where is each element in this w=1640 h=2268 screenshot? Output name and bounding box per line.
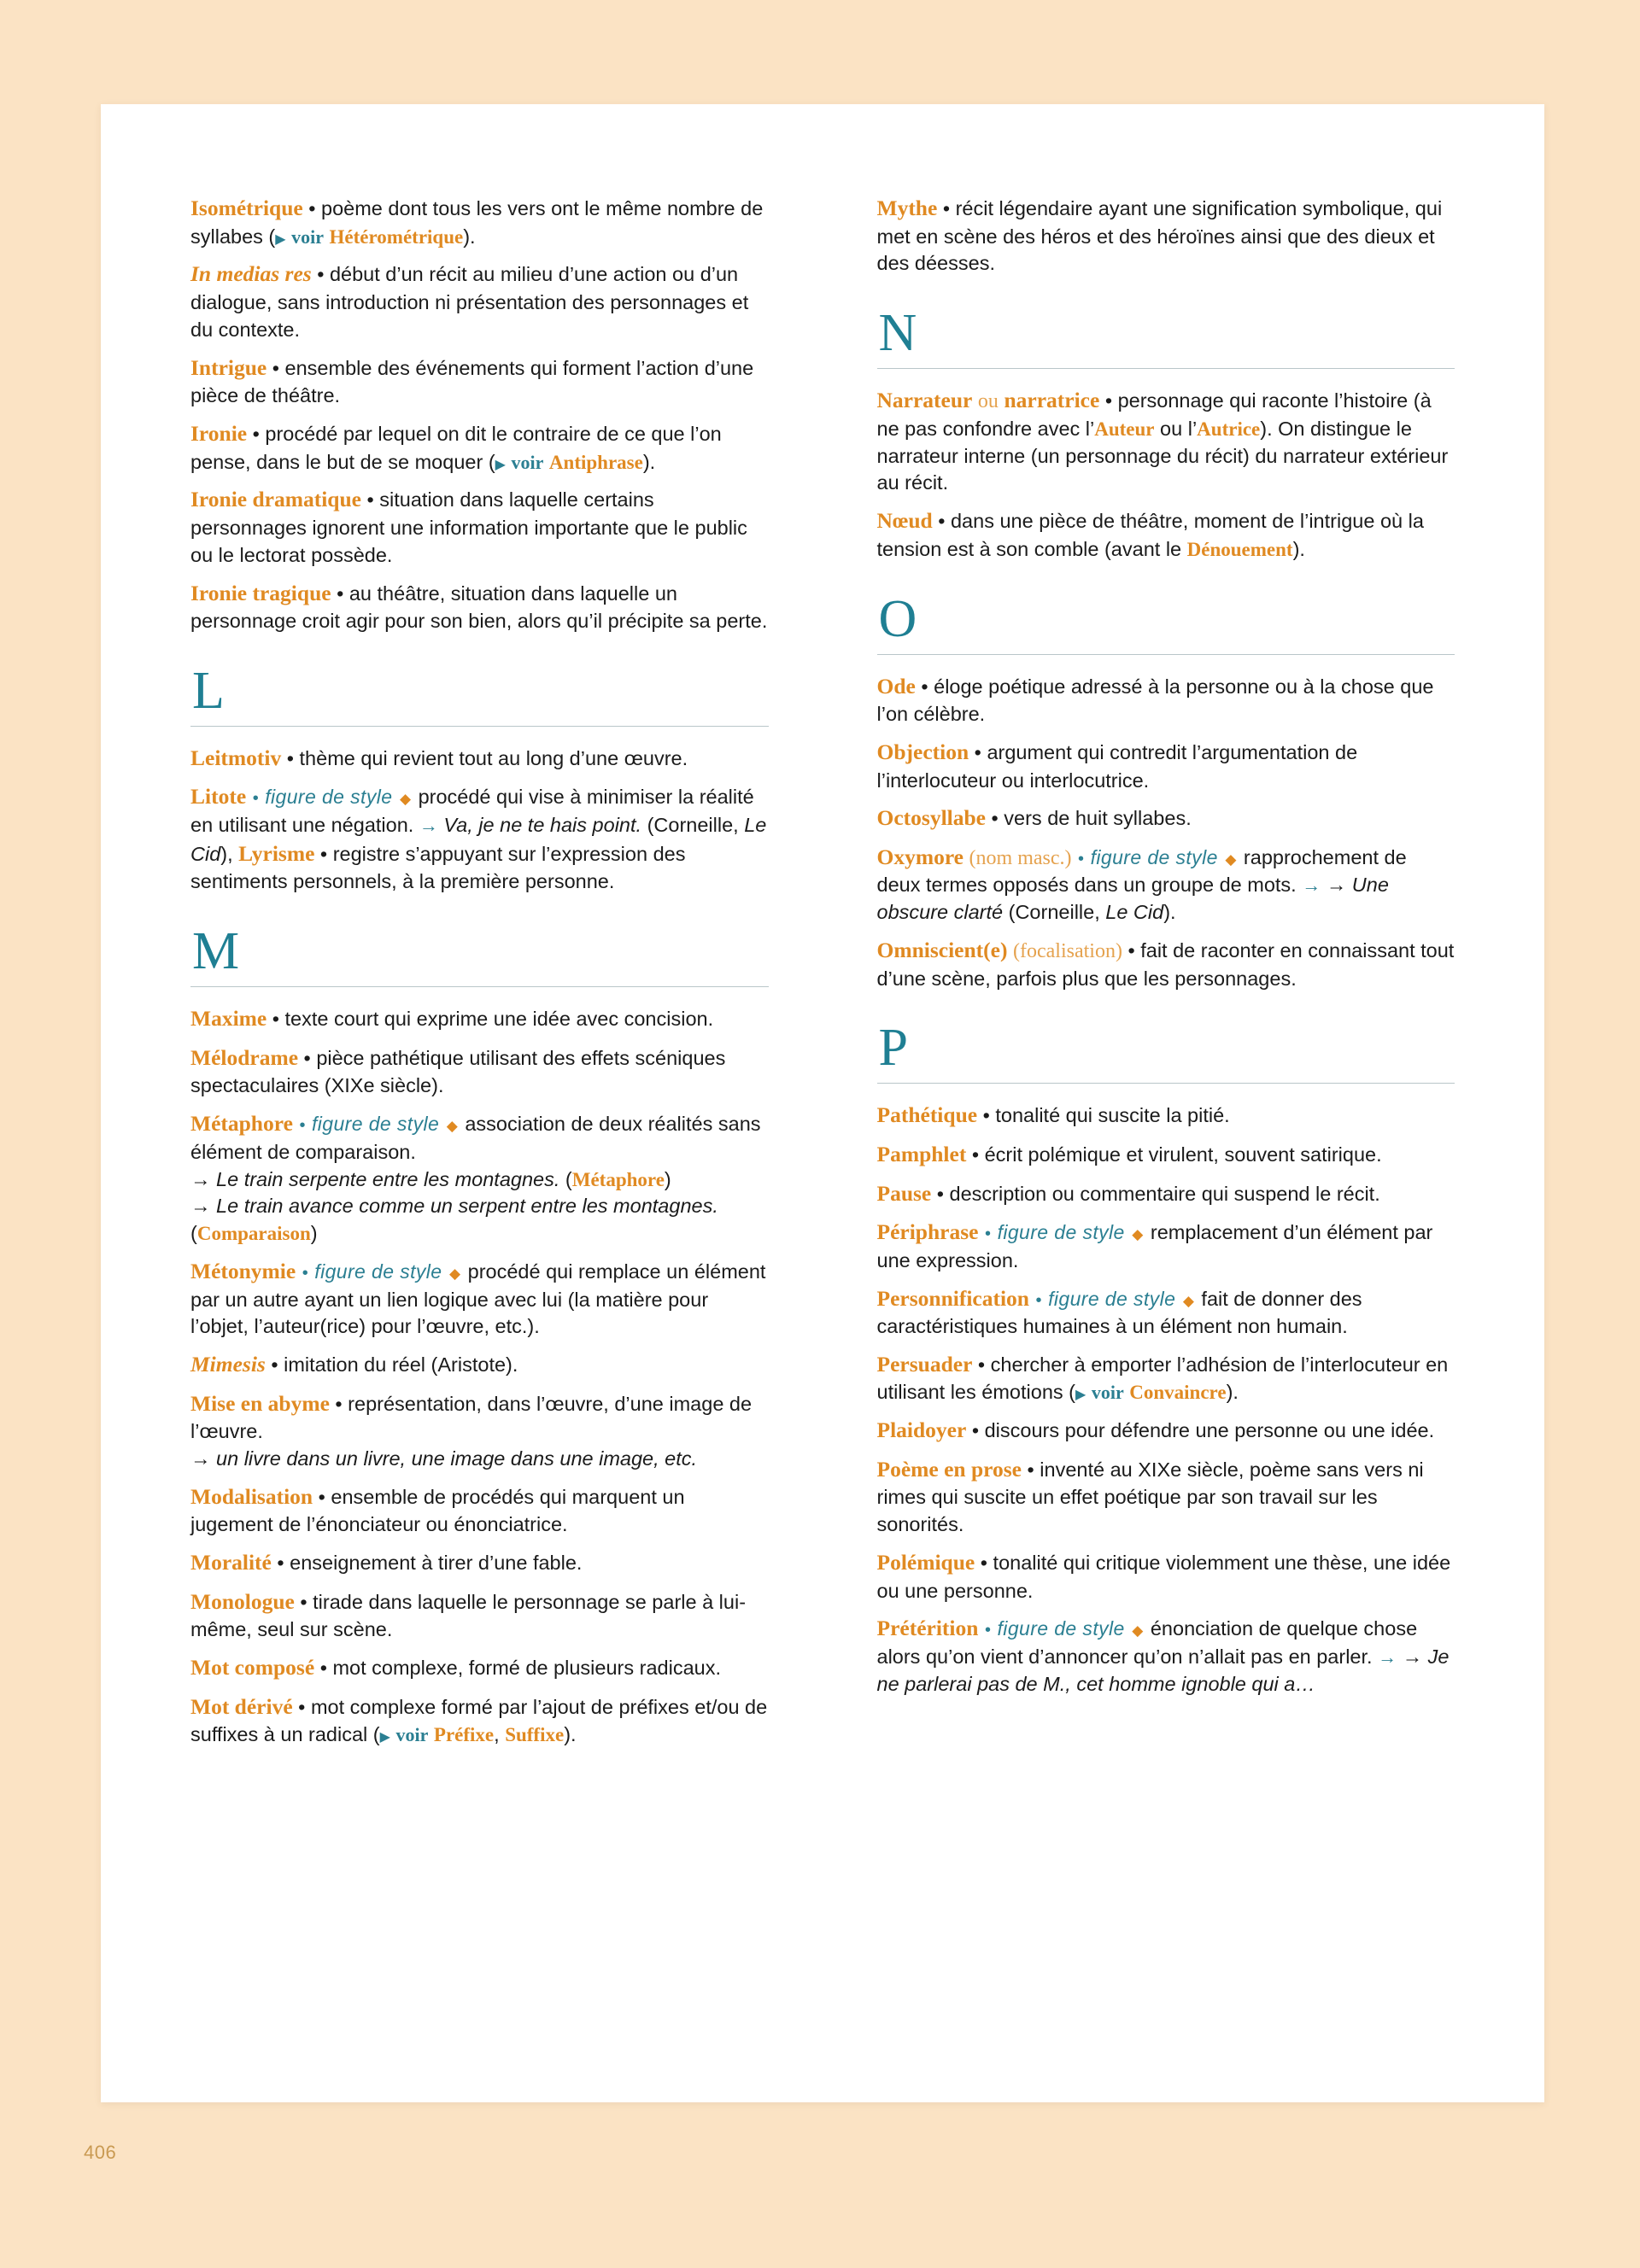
diamond-icon: ◆ — [1225, 850, 1237, 868]
section-divider — [877, 368, 1456, 369]
glossary-entry-mise-en-abyme — [190, 1389, 769, 1473]
figure-de-style-tag: figure de style — [1090, 845, 1218, 868]
bullet-icon: • — [984, 1621, 991, 1640]
section-divider — [877, 1083, 1456, 1084]
cross-reference[interactable]: Comparaison — [196, 1223, 311, 1245]
entry-example: Va, je ne te hais point. — [443, 814, 642, 836]
glossary-entry-pamphlet — [877, 1140, 1456, 1170]
entry-definition-end: ). On distingue le narrateur interne (un personnage du récit) du narrateur extérieur au récit. — [876, 417, 1449, 494]
entry-term: Omniscient(e) — [876, 938, 1008, 963]
entry-term: Pamphlet — [876, 1142, 967, 1167]
glossary-entry-pathetique — [877, 1101, 1456, 1131]
entry-term: Plaidoyer — [876, 1418, 967, 1443]
cross-reference-suffixe[interactable]: Suffixe — [505, 1724, 565, 1746]
entry-term: Poème en prose — [876, 1456, 1022, 1482]
entry-definition: • situation dans laquelle certains personnages ignorent une information importante que le public ou le lectorat possède. — [190, 488, 747, 566]
section-divider — [877, 654, 1456, 655]
voir-label: voir — [1091, 1382, 1124, 1404]
glossary-entry-monologue — [190, 1587, 769, 1644]
right-column — [877, 194, 1456, 1749]
entry-tail: ). — [564, 1723, 577, 1746]
entry-term: Mélodrame — [190, 1044, 299, 1070]
entry-definition: • vers de huit syllabes. — [986, 807, 1192, 830]
diamond-icon: ◆ — [1182, 1292, 1194, 1309]
figure-de-style-tag: figure de style — [1048, 1287, 1176, 1310]
diamond-icon: ◆ — [1132, 1226, 1144, 1243]
figure-de-style-tag: figure de style — [265, 786, 393, 809]
bullet-icon: • — [1078, 849, 1085, 868]
entry-term: Isométrique — [190, 196, 303, 220]
entry-term: Objection — [876, 739, 969, 764]
glossary-entry-objection — [877, 738, 1456, 794]
glossary-entry-preterition — [877, 1614, 1456, 1698]
entry-example-source: (Corneille, — [641, 814, 745, 836]
glossary-entry-pause — [877, 1179, 1456, 1209]
entry-tail: ). — [642, 450, 656, 473]
voir-label: voir — [511, 451, 544, 473]
entry-term-qualifier: (focalisation) — [1013, 940, 1122, 963]
entry-definition-end: ). — [1292, 537, 1305, 560]
entry-example-work: Le Cid — [1105, 901, 1164, 924]
glossary-entry-personnification — [877, 1284, 1456, 1341]
bullet-icon: • — [1035, 1290, 1042, 1310]
glossary-entry-moralite — [190, 1548, 769, 1578]
cross-reference-denouement[interactable]: Dénouement — [1186, 538, 1293, 560]
glossary-entry-intrigue — [190, 354, 769, 410]
glossary-entry-mythe — [877, 194, 1456, 278]
glossary-entry-ironie-tragique — [190, 579, 769, 635]
glossary-entry-persuader — [877, 1350, 1456, 1406]
entry-definition: remplacement d’un élément par une expression. — [876, 1221, 1433, 1271]
entry-definition: • écrit polémique et virulent, souvent satirique. — [966, 1143, 1382, 1166]
cross-reference-autrice[interactable]: Autrice — [1197, 418, 1261, 440]
entry-term: Ironie dramatique — [190, 487, 361, 512]
letter-section-o — [877, 589, 1456, 655]
entry-term: Persuader — [876, 1351, 973, 1377]
cross-reference[interactable]: Hétérométrique — [329, 225, 464, 248]
voir-label: voir — [291, 225, 324, 248]
entry-term-secondary: Lyrisme — [238, 840, 315, 866]
entry-definition: • description ou commentaire qui suspend le récit. — [931, 1182, 1380, 1205]
triangle-icon: ▶ — [495, 457, 506, 472]
entry-definition: • personnage qui raconte l’histoire (à ne pas confondre avec l’ — [876, 389, 1432, 440]
cross-reference-auteur[interactable]: Auteur — [1094, 418, 1155, 440]
page-sheet — [101, 104, 1544, 2102]
entry-definition: • récit légendaire ayant une signification symbolique, qui met en scène des héros et des héroïnes ainsi que des dieux et des déesses. — [876, 197, 1443, 275]
glossary-entry-octosyllabe — [877, 804, 1456, 833]
entry-definition: • ensemble de procédés qui marquent un jugement de l’énonciateur ou énonciatrice. — [190, 1485, 685, 1536]
glossary-entry-leitmotiv — [190, 744, 769, 774]
entry-term: Maxime — [190, 1006, 267, 1032]
entry-term: Litote — [190, 784, 247, 810]
entry-term: Modalisation — [190, 1483, 313, 1509]
entry-term: Mot dérivé — [190, 1693, 293, 1719]
glossary-entry-polemique — [877, 1548, 1456, 1605]
entry-definition: • pièce pathétique utilisant des effets scéniques spectaculaires (XIXe siècle). — [190, 1046, 726, 1097]
entry-example-1: → Le train serpente entre les montagnes. — [190, 1167, 560, 1190]
entry-definition: association de deux réalités sans élément de comparaison. — [190, 1113, 761, 1163]
glossary-entry-ironie-dramatique — [190, 485, 769, 569]
page-number: 406 — [84, 2142, 117, 2163]
entry-term-alt: narratrice — [1004, 388, 1100, 413]
glossary-entry-in-medias-res — [190, 260, 769, 343]
entry-term-connector: ou — [977, 390, 999, 413]
entry-term: Métaphore — [190, 1111, 293, 1137]
entry-definition: • argument qui contredit l’argumentation de l’interlocuteur ou interlocutrice. — [876, 740, 1358, 792]
diamond-icon: ◆ — [1132, 1622, 1144, 1640]
arrow-icon: → — [419, 815, 438, 836]
entry-definition: • mot complexe, formé de plusieurs radicaux. — [314, 1657, 721, 1680]
entry-term: Intrigue — [190, 354, 267, 380]
entry-definition: • discours pour défendre une personne ou une idée. — [966, 1419, 1435, 1442]
diamond-icon: ◆ — [446, 1118, 458, 1135]
cross-reference[interactable]: Métaphore — [571, 1168, 665, 1190]
letter-section-l — [190, 661, 769, 727]
entry-example-tail: ), — [220, 842, 239, 865]
entry-term: Narrateur — [876, 388, 973, 413]
diamond-icon: ◆ — [449, 1265, 461, 1282]
entry-definition: • inventé au XIXe siècle, poème sans vers ni rimes qui suscite un effet poétique par son travail sur les sonorités. — [876, 1458, 1424, 1536]
entry-definition: • tonalité qui critique violemment une thèse, une idée ou une personne. — [876, 1552, 1451, 1602]
entry-definition-secondary: • registre s’appuyant sur l’expression des sentiments personnels, à la première personne. — [190, 842, 686, 893]
left-column — [190, 194, 769, 1749]
triangle-icon: ▶ — [1075, 1388, 1086, 1403]
entry-definition: • représentation, dans l’œuvre, d’une image de l’œuvre. — [190, 1392, 753, 1443]
glossary-entry-modalisation — [190, 1482, 769, 1539]
section-letter: P — [878, 1019, 908, 1078]
entry-definition: • éloge poétique adressé à la personne ou à la chose que l’on célèbre. — [876, 675, 1434, 726]
diamond-icon: ◆ — [399, 791, 412, 808]
entry-term-qualifier: (nom masc.) — [969, 846, 1072, 869]
bullet-icon: • — [985, 1225, 992, 1244]
entry-example: → un livre dans un livre, une image dans une image, etc. — [190, 1447, 698, 1470]
entry-example: → Une obscure clarté — [876, 874, 1389, 924]
glossary-entry-melodrame — [190, 1043, 769, 1100]
triangle-icon: ▶ — [379, 1730, 390, 1745]
cross-reference[interactable]: Antiphrase — [548, 451, 643, 473]
arrow-icon: → — [1302, 874, 1321, 897]
bullet-icon: • — [302, 1263, 308, 1283]
glossary-entry-narrateur — [877, 386, 1456, 497]
glossary-entry-noeud — [877, 506, 1456, 563]
entry-term: Mot composé — [190, 1655, 315, 1681]
glossary-entry-oxymore — [877, 843, 1456, 926]
entry-definition: • mot complexe formé par l’ajout de préfixes et/ou de suffixes à un radical ( — [190, 1695, 768, 1746]
entry-term: Monologue — [190, 1588, 295, 1614]
glossary-entry-ironie — [190, 419, 769, 476]
entry-definition: • enseignement à tirer d’une fable. — [271, 1552, 583, 1575]
figure-de-style-tag: figure de style — [997, 1221, 1125, 1244]
entry-example-tail: ). — [1163, 901, 1176, 924]
cross-reference-prefixe[interactable]: Préfixe — [433, 1724, 495, 1746]
entry-definition: • texte court qui exprime une idée avec concision. — [266, 1008, 714, 1031]
entry-definition: • début d’un récit au milieu d’une action ou d’un dialogue, sans introduction ni présentation des personnages et du contexte. — [190, 263, 749, 341]
section-letter: O — [878, 589, 917, 648]
entry-term: Nœud — [876, 508, 933, 534]
entry-definition-end: ). — [1226, 1381, 1239, 1404]
entry-definition: fait de donner des caractéristiques humaines à un élément non humain. — [876, 1287, 1362, 1338]
glossary-entry-mot-compose — [190, 1653, 769, 1683]
figure-de-style-tag: figure de style — [312, 1113, 440, 1136]
glossary-entry-omniscient — [877, 936, 1456, 992]
entry-definition: procédé qui vise à minimiser la réalité en utilisant une négation. — [190, 786, 754, 836]
entry-term: Pause — [876, 1180, 932, 1206]
entry-definition: • poème dont tous les vers ont le même nombre de syllabes ( — [190, 197, 764, 248]
figure-de-style-tag: figure de style — [314, 1260, 442, 1283]
entry-term: Périphrase — [876, 1219, 979, 1245]
arrow-icon: → — [1378, 1645, 1397, 1668]
entry-definition: • ensemble des événements qui forment l’action d’une pièce de théâtre. — [190, 356, 754, 407]
entry-definition: • imitation du réel (Aristote). — [265, 1353, 518, 1377]
entry-example-2: → Le train avance comme un serpent entre les montagnes. — [190, 1195, 718, 1218]
two-column-layout — [190, 194, 1455, 1749]
glossary-entry-ode — [877, 672, 1456, 728]
entry-definition: • au théâtre, situation dans laquelle un personnage croit agir pour son bien, alors qu’il précipite sa perte. — [190, 582, 768, 633]
glossary-entry-mot-derive: Mot dérivé • mot complexe formé par l’ajout de préfixes et/ou de suffixes à un radical (▶ voir Préfixe, Suffixe). — [190, 1693, 768, 1746]
entry-term: In medias res — [190, 261, 312, 287]
section-letter: N — [878, 304, 917, 363]
cross-reference-convaincre[interactable]: Convaincre — [1129, 1382, 1227, 1404]
figure-de-style-tag: figure de style — [997, 1617, 1125, 1640]
entry-definition-mid: ou l’ — [1154, 417, 1198, 440]
glossary-entry-isometrique — [190, 194, 769, 250]
entry-definition: • procédé par lequel on dit le contraire de ce que l’on pense, dans le but de se moquer ( — [190, 422, 722, 473]
entry-term: Mise en abyme — [190, 1390, 330, 1416]
glossary-entry-mimesis — [190, 1350, 769, 1380]
entry-definition: • dans une pièce de théâtre, moment de l’intrigue où la tension est à son comble (avant le — [876, 510, 1424, 560]
entry-term: Ode — [876, 673, 916, 699]
triangle-icon: ▶ — [275, 231, 286, 247]
entry-example-source: (Corneille, — [1003, 901, 1106, 924]
section-letter: M — [192, 922, 240, 981]
section-divider — [190, 986, 769, 987]
entry-term: Métonymie — [190, 1258, 296, 1283]
entry-example: → Je ne parlerai pas de M., cet homme ignoble qui a… — [876, 1645, 1450, 1695]
glossary-entry-maxime — [190, 1004, 769, 1034]
entry-term: Polémique — [876, 1550, 975, 1575]
glossary-entry-plaidoyer — [877, 1416, 1456, 1446]
glossary-entry-metonymie — [190, 1257, 769, 1341]
entry-term: Mimesis — [190, 1352, 266, 1377]
section-divider — [190, 726, 769, 727]
glossary-entry-metaphore: Métaphore • figure de style ◆ association de deux réalités sans élément de comparaison. → Le train serpente entre les montagnes. (Métaphore) → Le train avance comme un serpent entre les montagnes. (Comparaison) — [190, 1111, 761, 1245]
glossary-entry-poeme-en-prose — [877, 1455, 1456, 1539]
entry-definition: rapprochement de deux termes opposés dans un groupe de mots. — [876, 845, 1407, 897]
entry-term: Moralité — [190, 1550, 272, 1575]
entry-definition: énonciation de quelque chose alors qu’on vient d’annoncer qu’on n’allait pas en parler. — [876, 1617, 1418, 1668]
entry-term: Mythe — [876, 196, 938, 220]
letter-section-m — [190, 922, 769, 987]
bullet-icon: • — [299, 1116, 306, 1136]
entry-term: Ironie — [190, 420, 248, 446]
entry-definition: • chercher à emporter l’adhésion de l’interlocuteur en utilisant les émotions ( — [876, 1353, 1449, 1404]
voir-label: voir — [395, 1724, 429, 1746]
entry-term: Personnification — [876, 1285, 1029, 1311]
entry-tail: ). — [463, 225, 476, 248]
entry-term: Octosyllabe — [876, 805, 986, 831]
entry-term: Prétérition — [876, 1616, 979, 1641]
entry-definition: • tonalité qui suscite la pitié. — [977, 1104, 1230, 1127]
glossary-entry-periphrase — [877, 1218, 1456, 1274]
entry-definition: • fait de raconter en connaissant tout d’une scène, parfois plus que les personnages. — [876, 939, 1455, 990]
bullet-icon: • — [252, 789, 259, 809]
letter-section-p — [877, 1021, 1456, 1084]
letter-section-n — [877, 304, 1456, 369]
section-letter: L — [192, 661, 225, 720]
entry-definition: • tirade dans laquelle le personnage se parle à lui-même, seul sur scène. — [190, 1590, 747, 1641]
entry-term: Oxymore — [876, 844, 964, 869]
entry-term: Leitmotiv — [190, 745, 282, 770]
entry-example-work: Le Cid — [190, 814, 767, 865]
entry-definition: procédé qui remplace un élément par un autre ayant un lien logique avec lui (la matière pour l’objet, l’auteur(rice) pour l’œuvre, etc.). — [190, 1260, 766, 1338]
entry-definition: • thème qui revient tout au long d’une œuvre. — [281, 746, 688, 769]
entry-term: Pathétique — [876, 1102, 978, 1128]
glossary-entry-litote — [190, 782, 769, 896]
entry-term: Ironie tragique — [190, 580, 331, 605]
